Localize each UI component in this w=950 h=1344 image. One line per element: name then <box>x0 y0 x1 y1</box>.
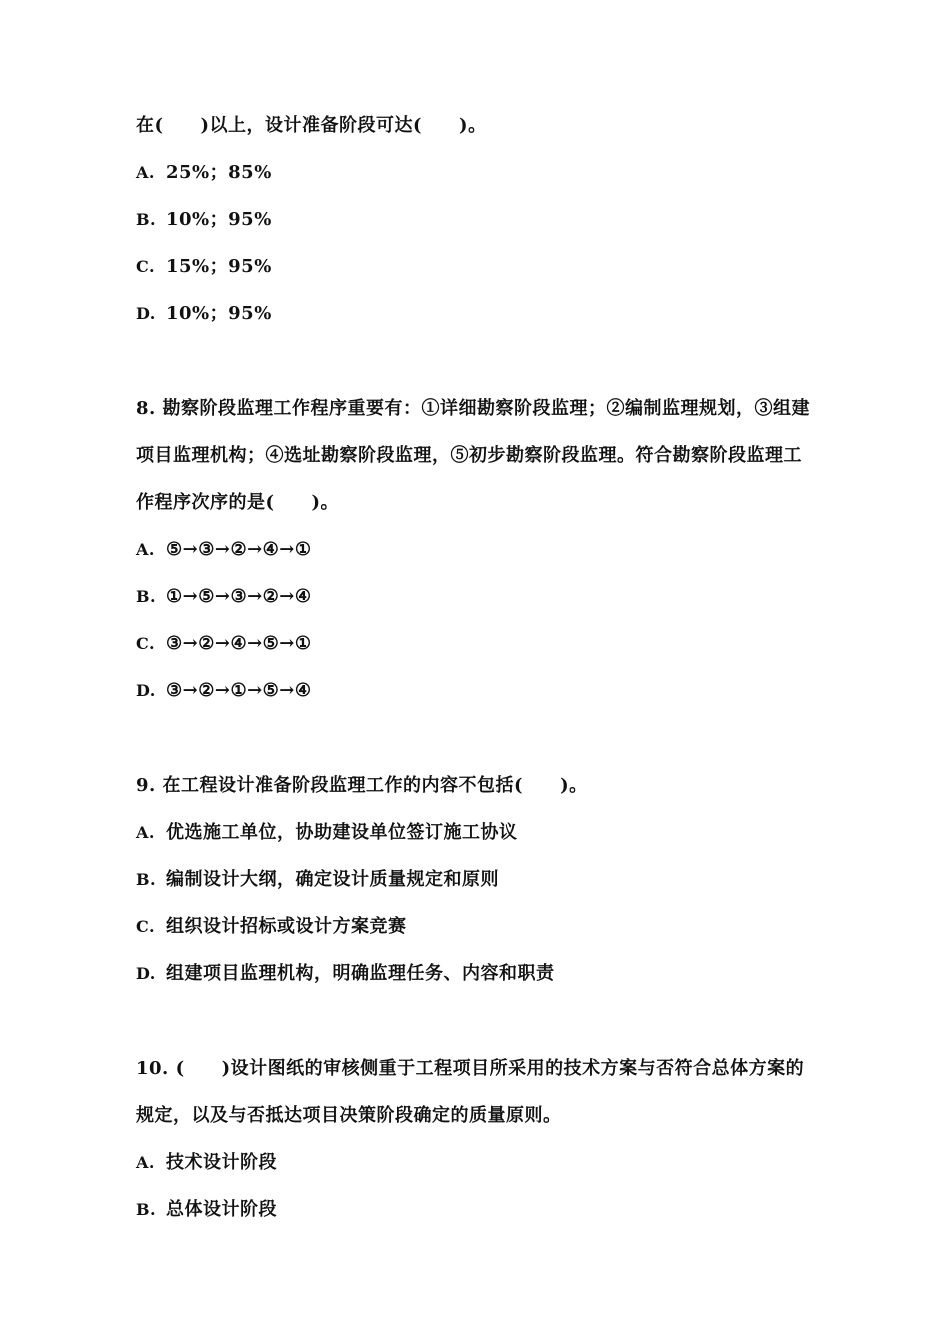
q8-option-d <box>136 680 312 702</box>
option-letter: C. <box>136 257 156 276</box>
question-continuation: 在( )以上，设计准备阶段可达( )。 <box>136 115 487 136</box>
option-text: ⑤→③→②→④→① <box>166 539 312 560</box>
option-letter: D. <box>136 964 156 983</box>
option-text: 10%；95% <box>166 303 272 324</box>
intro-option-c <box>136 256 272 278</box>
q10-stem-line-1: 10. ( )设计图纸的审核侧重于工程项目所采用的技术方案与否符合总体方案的 <box>136 1058 805 1079</box>
q8-stem-line-2: 项目监理机构；④选址勘察阶段监理，⑤初步勘察阶段监理。符合勘察阶段监理工 <box>136 445 802 466</box>
option-text: 组织设计招标或设计方案竞赛 <box>166 916 407 937</box>
intro-option-d <box>136 303 272 325</box>
q9-option-b <box>136 869 499 891</box>
q9-option-d <box>136 963 555 985</box>
option-text: 技术设计阶段 <box>166 1152 277 1173</box>
q9-stem-line-1: 9. 在工程设计准备阶段监理工作的内容不包括( )。 <box>136 775 588 796</box>
option-text: 15%；95% <box>166 256 272 277</box>
option-text: 优选施工单位，协助建设单位签订施工协议 <box>166 822 518 843</box>
option-letter: C. <box>136 634 156 653</box>
option-text: 总体设计阶段 <box>166 1199 277 1220</box>
option-letter: C. <box>136 917 156 936</box>
q8-stem-line-1: 8. 勘察阶段监理工作程序重要有：①详细勘察阶段监理；②编制监理规划，③组建 <box>136 398 811 419</box>
option-text: 组建项目监理机构，明确监理任务、内容和职责 <box>166 963 555 984</box>
option-letter: A. <box>136 163 155 182</box>
option-text: ③→②→①→⑤→④ <box>166 680 312 701</box>
option-letter: A. <box>136 1153 155 1172</box>
intro-option-a <box>136 162 272 184</box>
q10-option-b <box>136 1199 277 1221</box>
option-letter: B. <box>136 1200 157 1219</box>
q8-option-a <box>136 539 312 561</box>
option-letter: A. <box>136 540 155 559</box>
q9-option-c <box>136 916 407 938</box>
intro-option-b <box>136 209 272 231</box>
q8-option-b <box>136 586 312 608</box>
option-text: ①→⑤→③→②→④ <box>166 586 312 607</box>
option-text: ③→②→④→⑤→① <box>166 633 312 654</box>
q10-option-a <box>136 1152 277 1174</box>
option-letter: D. <box>136 681 156 700</box>
option-text: 编制设计大纲，确定设计质量规定和原则 <box>166 869 499 890</box>
q8-stem-line-3: 作程序次序的是( )。 <box>136 492 340 513</box>
option-letter: A. <box>136 823 155 842</box>
option-letter: B. <box>136 210 157 229</box>
option-text: 25%；85% <box>166 162 272 183</box>
q10-stem-line-2: 规定，以及与否抵达项目决策阶段确定的质量原则。 <box>136 1105 562 1126</box>
option-text: 10%；95% <box>166 209 272 230</box>
q8-option-c <box>136 633 312 655</box>
option-letter: B. <box>136 587 157 606</box>
option-letter: D. <box>136 304 156 323</box>
q9-option-a <box>136 822 518 844</box>
option-letter: B. <box>136 870 157 889</box>
